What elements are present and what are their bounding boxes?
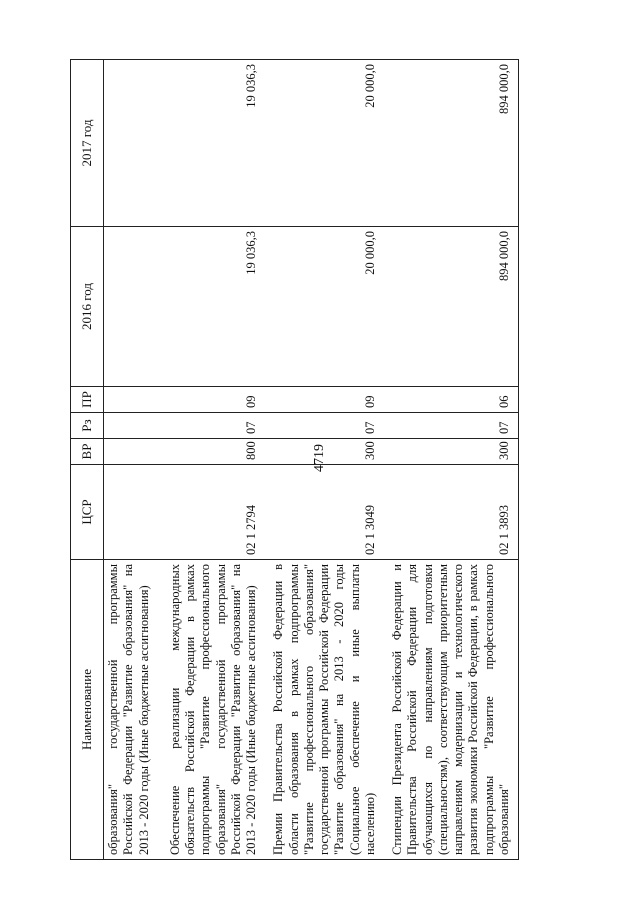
row-rz <box>104 413 162 439</box>
header-csr: ЦСР <box>71 465 104 560</box>
row-csr: 02 1 2794 <box>162 465 266 560</box>
row-2016 <box>104 227 162 387</box>
row-csr: 02 1 3893 <box>384 465 519 560</box>
row-2017 <box>104 60 162 227</box>
header-2016: 2016 год <box>71 227 104 387</box>
row-vr <box>104 439 162 465</box>
row-2016: 20 000,0 <box>265 227 384 387</box>
row-2017: 20 000,0 <box>265 60 384 227</box>
row-pr <box>104 387 162 413</box>
row-2016: 19 036,3 <box>162 227 266 387</box>
row-rz: 07 <box>384 413 519 439</box>
row-2016: 894 000,0 <box>384 227 519 387</box>
budget-table-container <box>70 60 610 860</box>
table-row <box>162 60 266 860</box>
row-2017: 19 036,3 <box>162 60 266 227</box>
header-pr: ПР <box>71 387 104 413</box>
row-rz: 07 <box>162 413 266 439</box>
row-pr: 06 <box>384 387 519 413</box>
row-name: Обеспечение реализации международных обязательств Российской Федерации в рамках подпрограммы "Развитие профессионального образования" государственной программы Российской Федерации "Развитие образования" на 2013 - 2020 годы (Иные бюджетные ассигнования) <box>162 560 266 860</box>
row-rz: 07 <box>265 413 384 439</box>
row-csr <box>104 465 162 560</box>
table-row <box>384 60 519 860</box>
row-pr: 09 <box>265 387 384 413</box>
row-vr: 300 <box>384 439 519 465</box>
page-number: 4719 <box>312 444 327 472</box>
row-2017: 894 000,0 <box>384 60 519 227</box>
header-name: Наименование <box>71 560 104 860</box>
table-row <box>104 60 162 860</box>
row-vr: 800 <box>162 439 266 465</box>
row-csr: 02 1 3049 <box>265 465 384 560</box>
row-name: Стипендии Президента Российской Федерации и Правительства Российской Федерации для обучающихся по направлениям подготовки (специальностям), соответствующим приоритетным направлениям модернизации и технологического развития экономики Российской Федерации, в рамках подпрограммы "Развитие профессионального образования" <box>384 560 519 860</box>
row-name: образования" государственной программы Российской Федерации "Развитие образования" на 2013 - 2020 годы (Иные бюджетные ассигнования) <box>104 560 162 860</box>
header-vr: ВР <box>71 439 104 465</box>
row-vr: 300 <box>265 439 384 465</box>
row-name: Премии Правительства Российской Федерации в области образования в рамках подпрограммы "Развитие профессионального образования" государственной программы Российской Федерации "Развитие образования" на 2013 - 2020 годы (Социальное обеспечение и иные выплаты населению) <box>265 560 384 860</box>
budget-table <box>70 59 519 860</box>
table-header-row <box>71 60 104 860</box>
row-pr: 09 <box>162 387 266 413</box>
table-row <box>265 60 384 860</box>
header-2017: 2017 год <box>71 60 104 227</box>
header-rz: Рз <box>71 413 104 439</box>
